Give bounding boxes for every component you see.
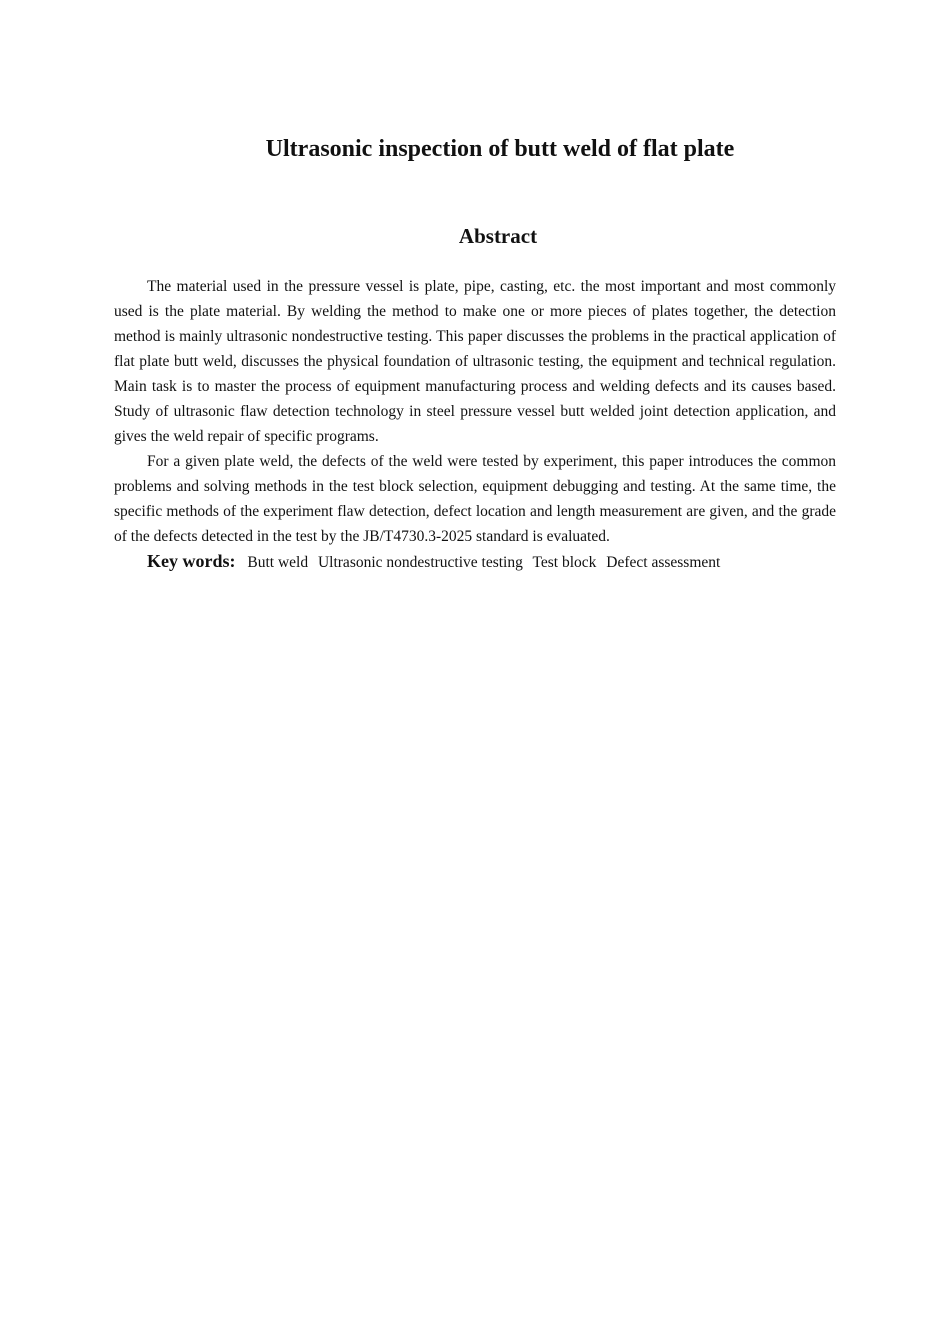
keyword: Defect assessment — [606, 554, 721, 571]
keyword: Butt weld — [247, 554, 309, 571]
abstract-body — [114, 274, 836, 575]
abstract-heading: Abstract — [458, 224, 538, 248]
keywords-label: Key words: — [147, 551, 236, 571]
abstract-paragraph: For a given plate weld, the defects of the weld were tested by experiment, this paper introduces the common problems and solving methods in the test block selection, equipment debugging and testing. At the same time, the specific methods of the experiment flaw detection, defect location and length measurement are given, and the grade of the defects detected in the test by the JB/T4730.3-2025 standard is evaluated. — [114, 453, 836, 545]
paper-title: Ultrasonic inspection of butt weld of flat plate — [265, 136, 735, 162]
abstract-paragraph: The material used in the pressure vessel is plate, pipe, casting, etc. the most important and most commonly used is the plate material. By welding the method to make one or more pieces of plates together, the detection method is mainly ultrasonic nondestructive testing. This paper discusses the problems in the practical application of flat plate butt weld, discusses the physical foundation of ultrasonic testing, the equipment and technical regulation. Main task is to master the process of equipment manufacturing process and welding defects and its causes based. Study of ultrasonic flaw detection technology in steel pressure vessel butt welded joint detection application, and gives the weld repair of specific programs. — [114, 278, 836, 445]
keyword: Test block — [532, 554, 597, 571]
keywords-line — [114, 549, 836, 575]
keyword: Ultrasonic nondestructive testing — [317, 554, 523, 571]
